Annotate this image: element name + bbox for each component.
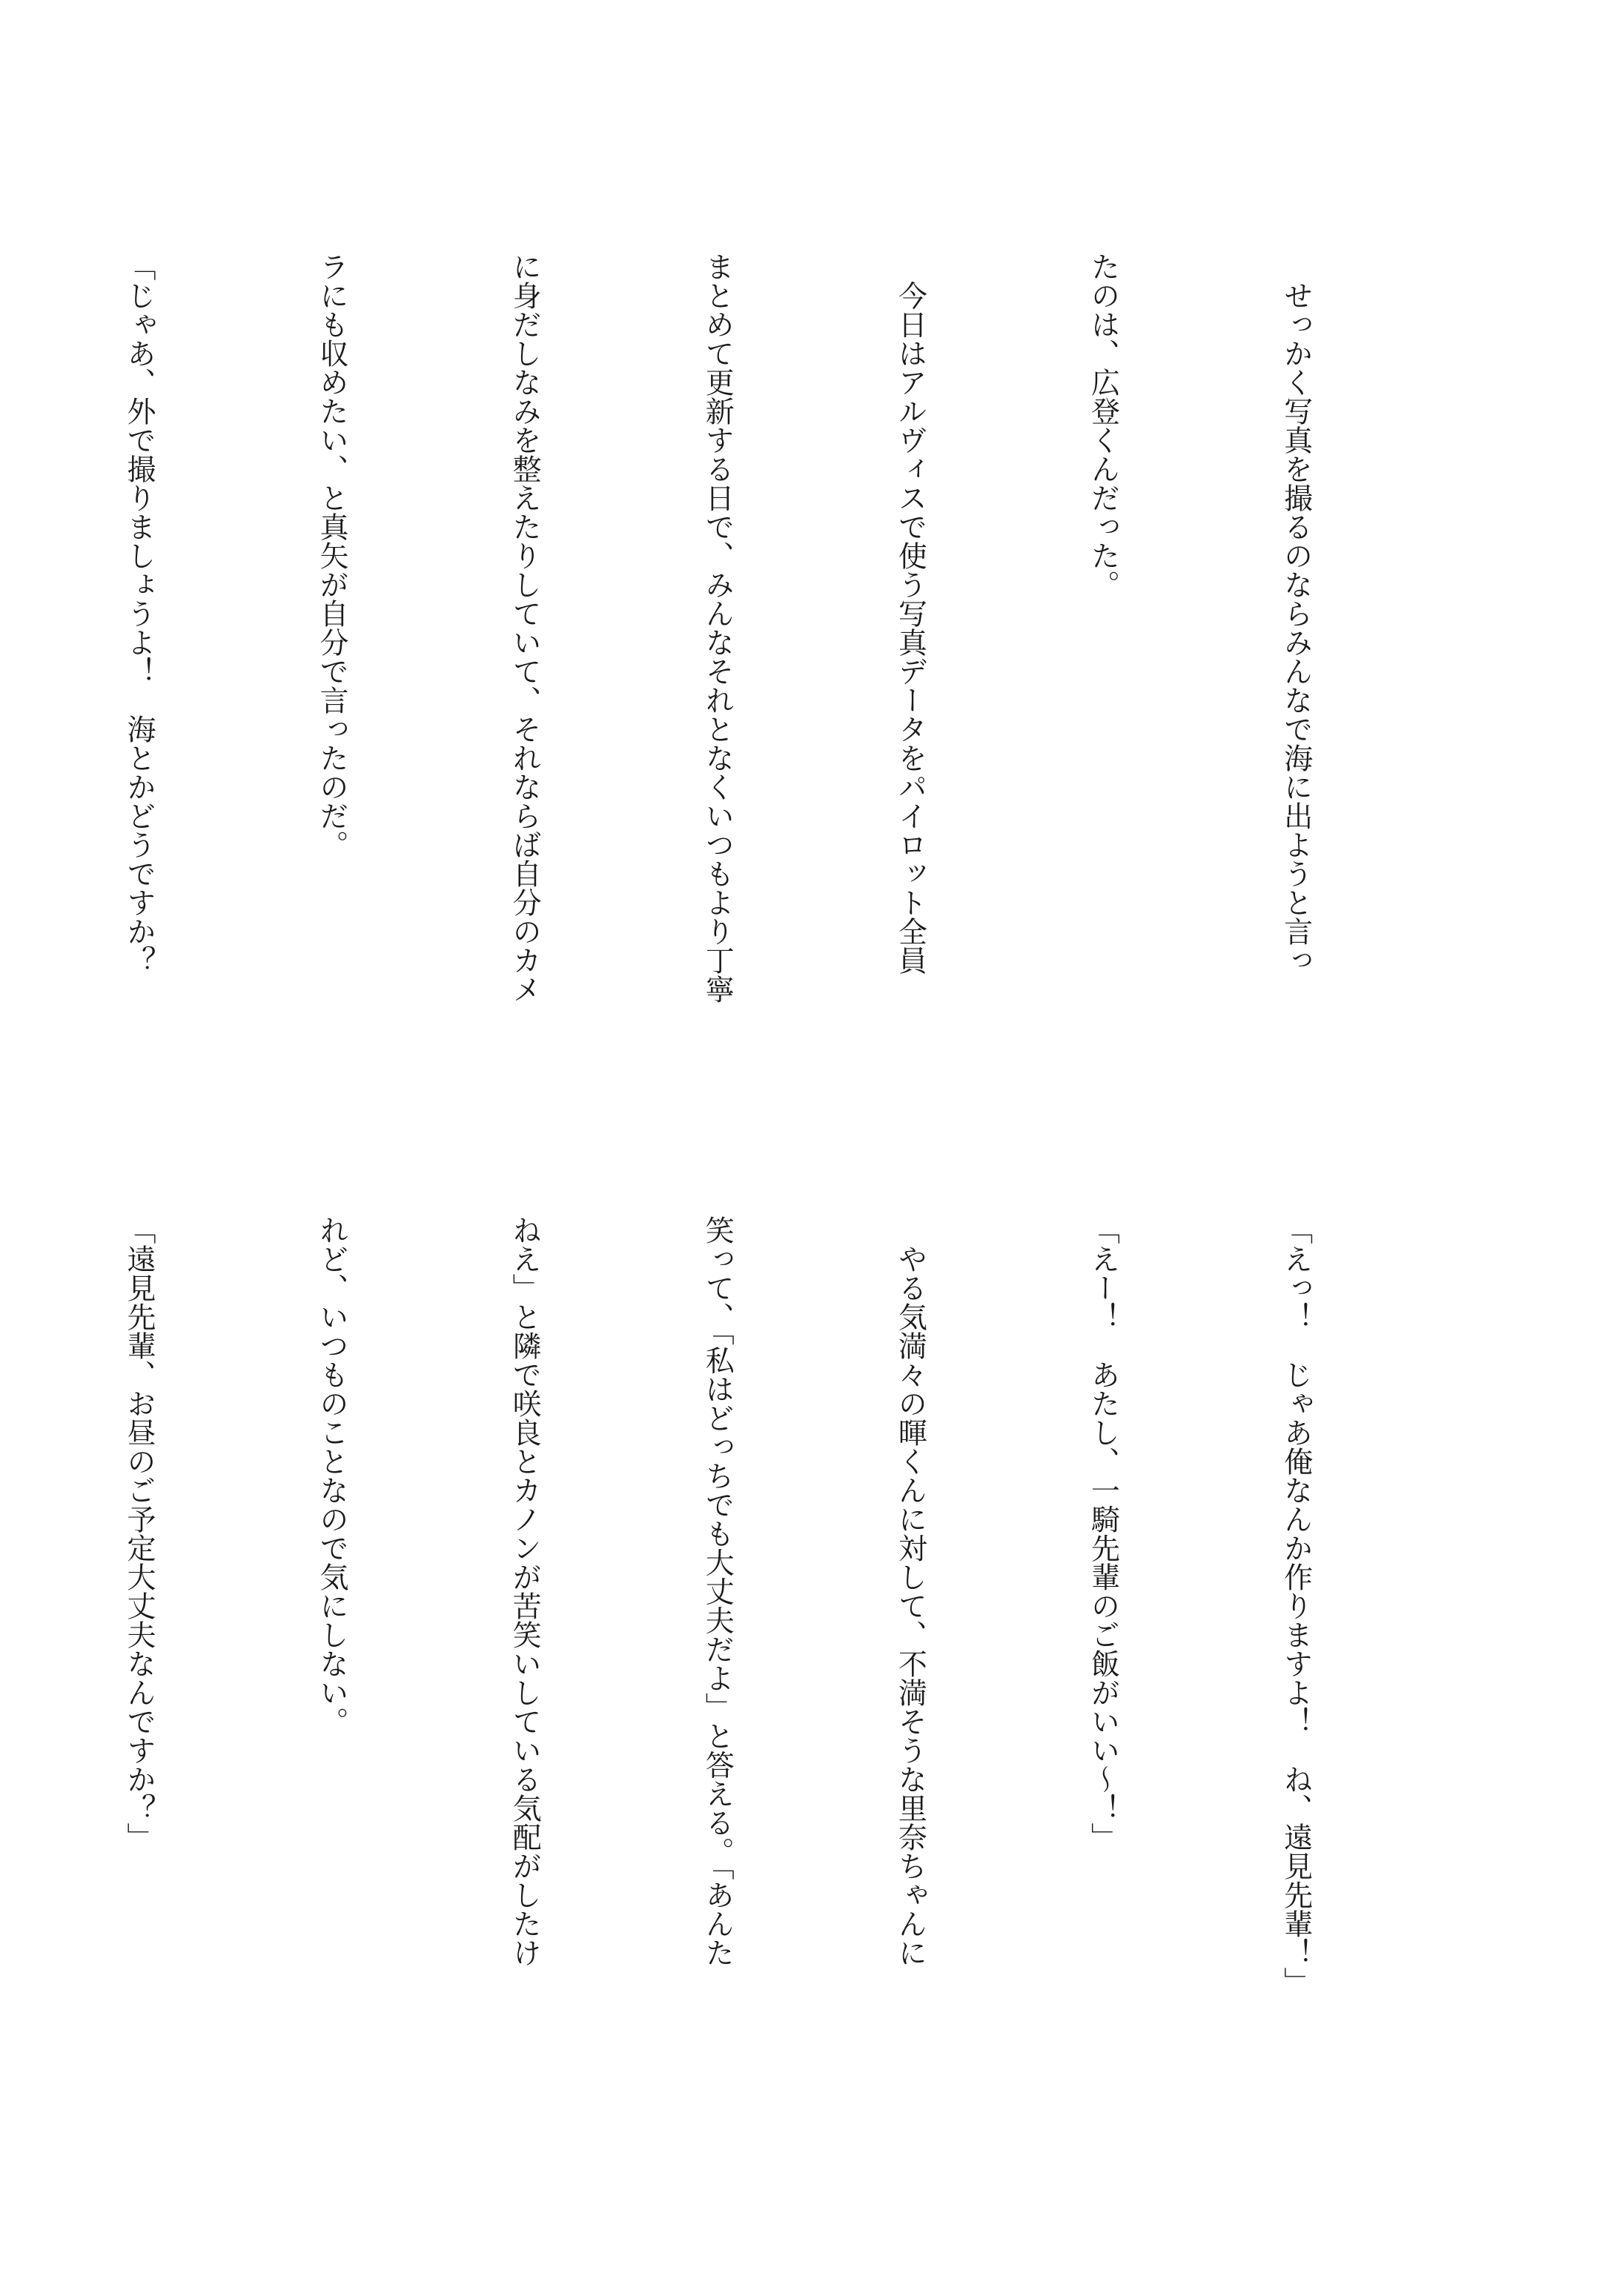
text-line: 「えー！ あたし、一騎先輩のご飯がいい～！」 bbox=[1086, 1215, 1120, 1851]
text-line: 「遠見先輩、お昼のご予定大丈夫なんですか？」 bbox=[122, 1215, 156, 1851]
text-line: たのは、広登くんだった。 bbox=[1086, 252, 1120, 599]
text-line: に身だしなみを整えたりしていて、それならば自分のカメ bbox=[508, 252, 542, 1003]
text-line: 「じゃあ、外で撮りましょうよ！ 海とかどうですか？ bbox=[122, 252, 156, 975]
text-line: せっかく写真を撮るのならみんなで海に出ようと言っ bbox=[1279, 252, 1313, 975]
text-line: 笑って、「私はどっちでも大丈夫だよ」と答える。「あんた bbox=[701, 1215, 735, 1967]
text-line: まとめて更新する日で、みんなそれとなくいつもより丁寧 bbox=[701, 252, 735, 1003]
text-line: 「えっ！ じゃあ俺なんか作りますよ！ ね、遠見先輩！」 bbox=[1279, 1215, 1313, 1996]
text-block-lower bbox=[122, 1215, 1456, 2090]
text-line: 今日はアルヴィスで使う写真データをパイロット全員 bbox=[893, 252, 927, 975]
text-block-upper bbox=[122, 252, 1456, 1127]
text-line: やる気満々の暉くんに対して、不満そうな里奈ちゃんに bbox=[893, 1215, 927, 1967]
text-line: ねえ」と隣で咲良とカノンが苦笑いしている気配がしたけ bbox=[508, 1215, 542, 1967]
text-line: れど、いつものことなので気にしない。 bbox=[315, 1215, 349, 1736]
text-line: ラにも収めたい、と真矢が自分で言ったのだ。 bbox=[315, 252, 349, 859]
